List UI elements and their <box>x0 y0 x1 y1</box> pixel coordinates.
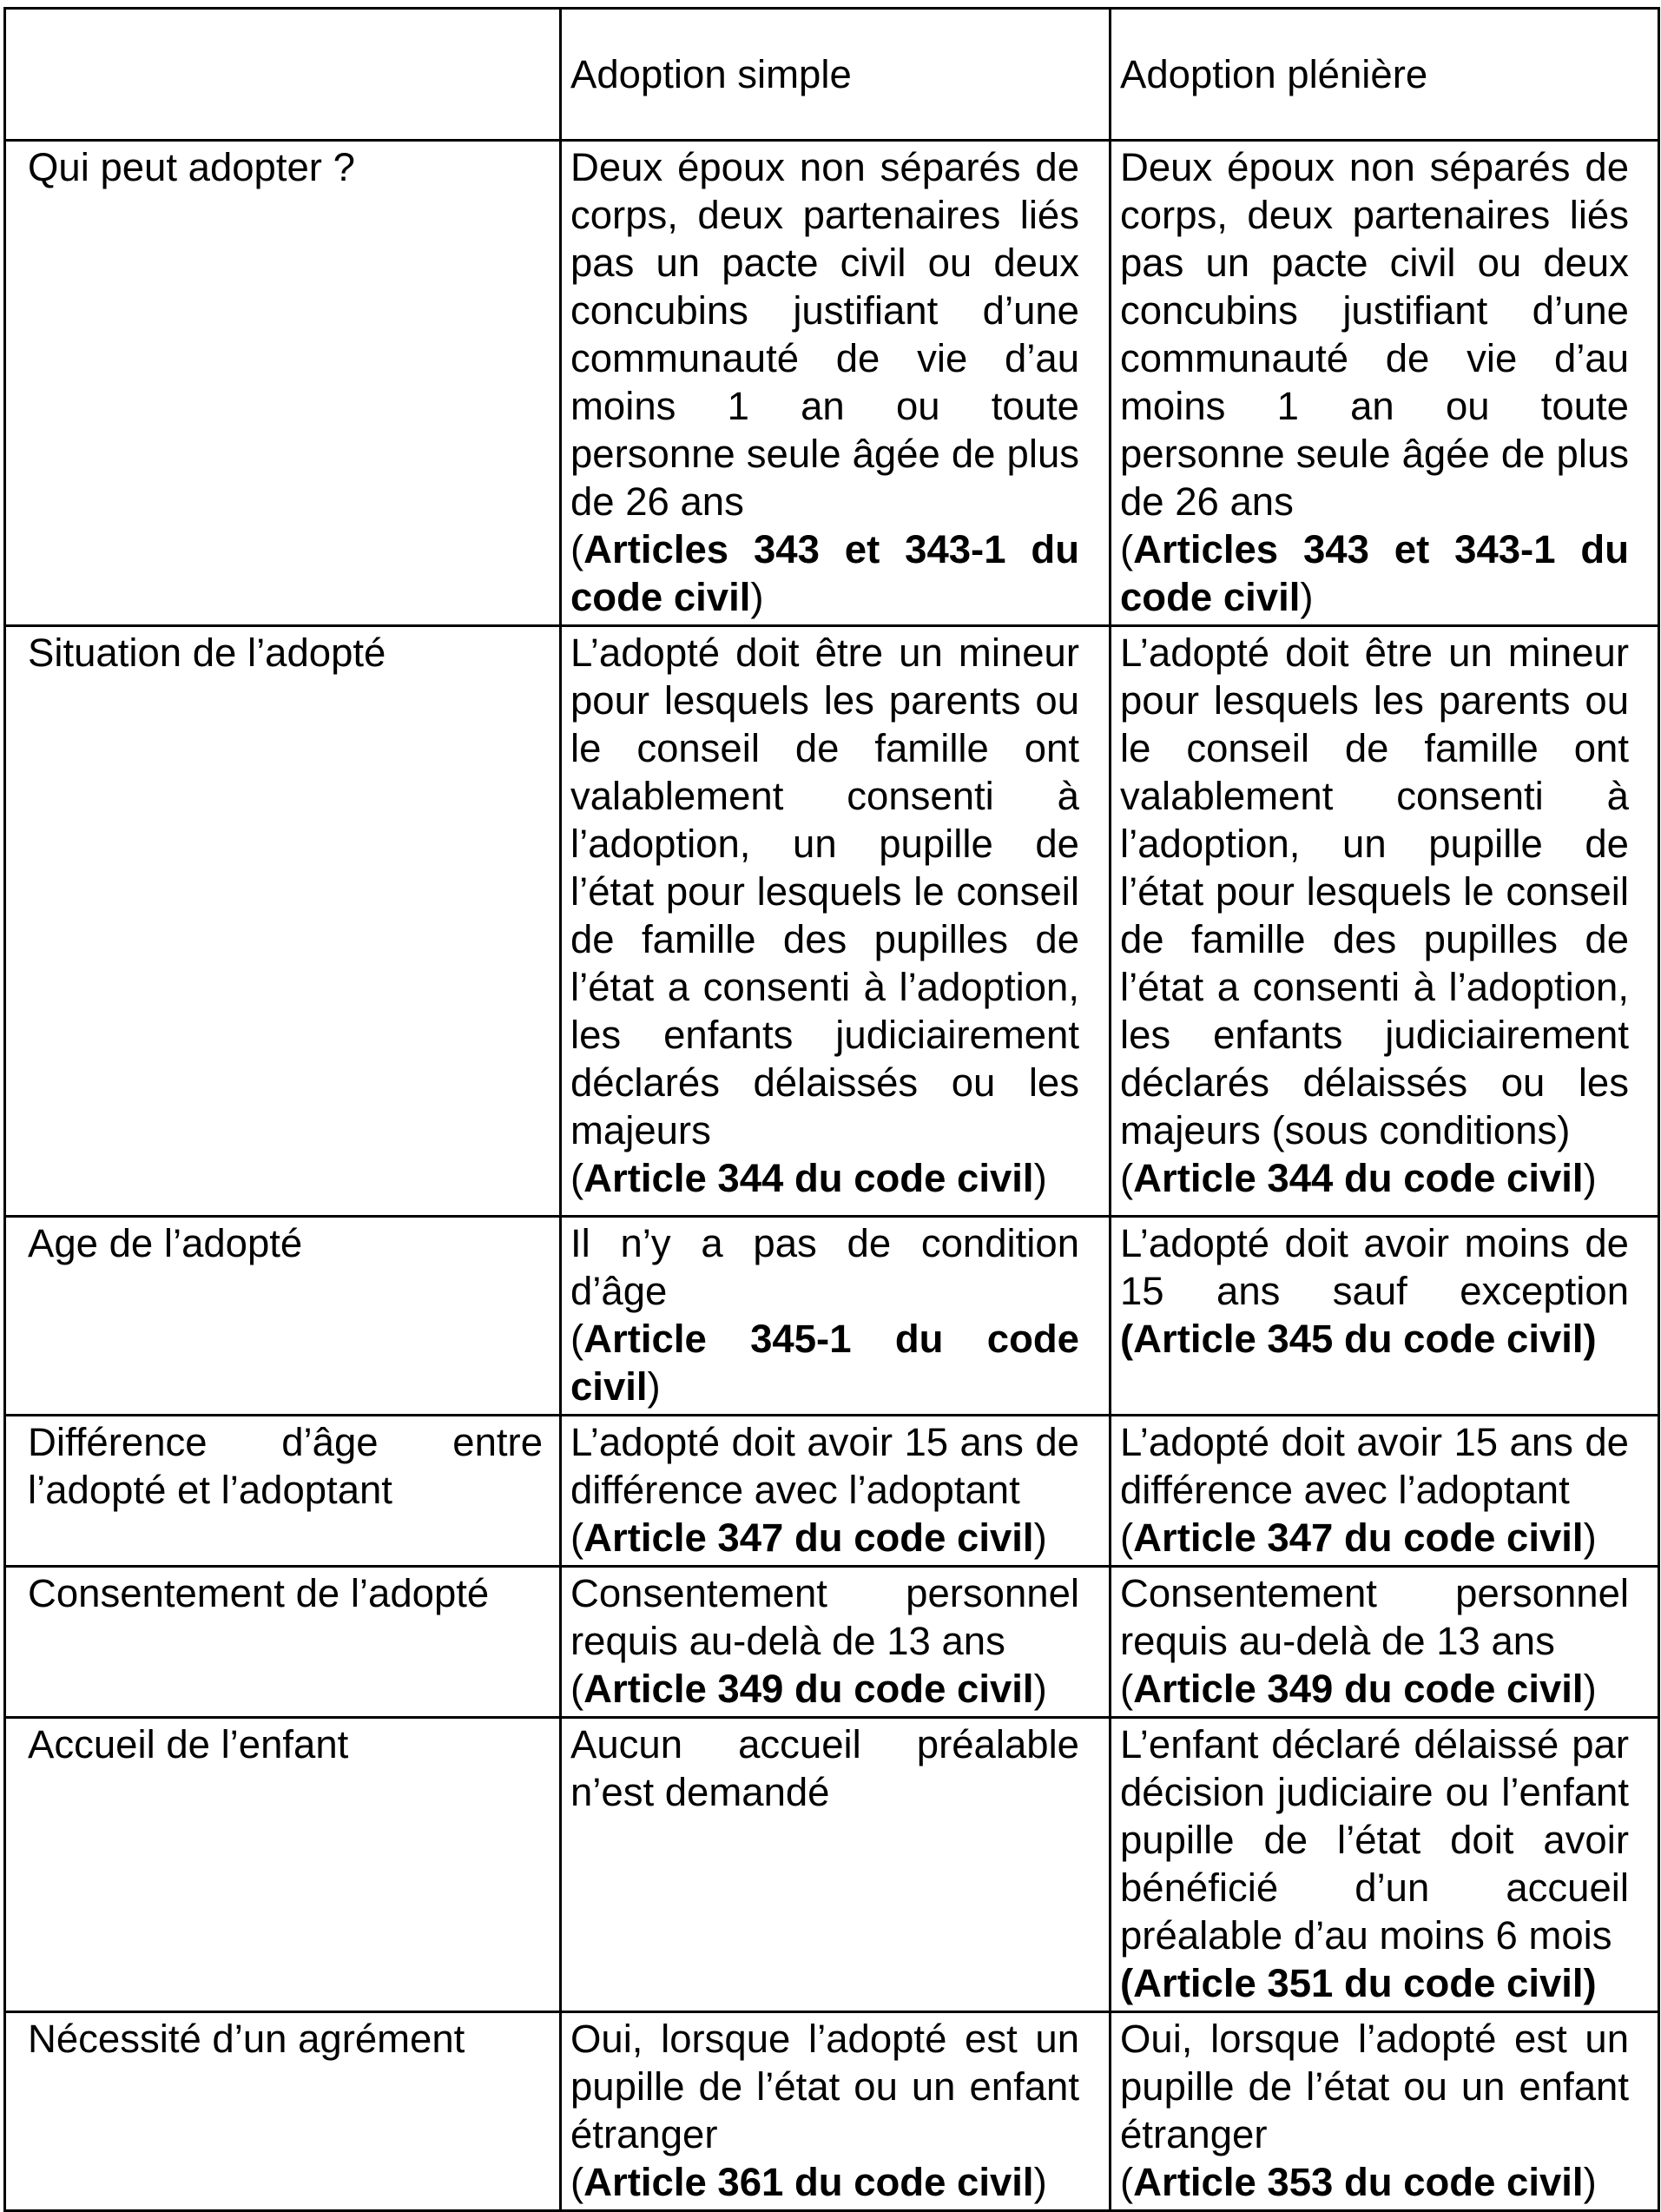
row-label-cell: Age de l’adopté <box>5 1217 561 1416</box>
corner-cell <box>5 9 561 141</box>
document-page <box>0 7 1661 2212</box>
header-row <box>5 9 1659 141</box>
adoption-simple-cell: L’adopté doit être un mineur pour lesquels les parents ou le conseil de famille ont valablement consenti à l’adoption, un pupille de l’état pour lesquels le conseil de famille des pupilles de l’état a consenti à l’adoption, les enfants judiciairement déclarés délaissés ou les majeurs (Article 344 du code civil) <box>561 626 1111 1217</box>
article-reference: Articles 343 et 343-1 du code civil <box>570 527 1079 619</box>
article-reference: Article 361 du code civil <box>583 2160 1034 2204</box>
column-header-adoption-pleniere: Adoption plénière <box>1111 9 1659 141</box>
article-reference: Article 353 du code civil <box>1133 2160 1584 2204</box>
adoption-pleniere-cell: L’adopté doit avoir 15 ans de différence avec l’adoptant (Article 347 du code civil) <box>1111 1416 1659 1567</box>
adoption-simple-cell: L’adopté doit avoir 15 ans de différence avec l’adoptant (Article 347 du code civil) <box>561 1416 1111 1567</box>
adoption-simple-cell: Aucun accueil préalable n’est demandé <box>561 1718 1111 2012</box>
article-reference: Articles 343 et 343-1 du code civil <box>1120 527 1629 619</box>
article-reference: Article 349 du code civil <box>1133 1667 1584 1711</box>
column-header-adoption-simple: Adoption simple <box>561 9 1111 141</box>
table-row <box>5 1416 1659 1567</box>
row-label-cell: Consentement de l’adopté <box>5 1567 561 1718</box>
article-reference: (Article 351 du code civil) <box>1120 1961 1597 2005</box>
adoption-pleniere-cell: Consentement personnel requis au-delà de 13 ans (Article 349 du code civil) <box>1111 1567 1659 1718</box>
adoption-simple-cell: Il n’y a pas de condition d’âge (Article 345-1 du code civil) <box>561 1217 1111 1416</box>
article-reference: Article 347 du code civil <box>1133 1515 1584 1560</box>
table-row <box>5 1217 1659 1416</box>
article-reference: Article 347 du code civil <box>583 1515 1034 1560</box>
article-reference: (Article 345 du code civil) <box>1120 1317 1597 1361</box>
row-label-cell: Nécessité d’un agrément <box>5 2012 561 2211</box>
adoption-simple-cell: Deux époux non séparés de corps, deux partenaires liés pas un pacte civil ou deux concubins justifiant d’une communauté de vie d’au moins 1 an ou toute personne seule âgée de plus de 26 ans (Articles 343 et 343-1 du code civil) <box>561 141 1111 626</box>
row-label-cell: Situation de l’adopté <box>5 626 561 1217</box>
table-row <box>5 1567 1659 1718</box>
row-label-cell: Qui peut adopter ? <box>5 141 561 626</box>
article-reference: Article 344 du code civil <box>583 1156 1034 1200</box>
table-row <box>5 626 1659 1217</box>
article-reference: Article 344 du code civil <box>1133 1156 1584 1200</box>
table-row <box>5 141 1659 626</box>
row-label-cell: Accueil de l’enfant <box>5 1718 561 2012</box>
row-label-cell: Différence d’âge entre l’adopté et l’adoptant <box>5 1416 561 1567</box>
table-row <box>5 1718 1659 2012</box>
adoption-pleniere-cell: L’adopté doit avoir moins de 15 ans sauf exception (Article 345 du code civil) <box>1111 1217 1659 1416</box>
article-reference: Article 345-1 du code civil <box>570 1317 1079 1409</box>
table-row <box>5 2012 1659 2211</box>
adoption-pleniere-cell: L’adopté doit être un mineur pour lesquels les parents ou le conseil de famille ont valablement consenti à l’adoption, un pupille de l’état pour lesquels le conseil de famille des pupilles de l’état a consenti à l’adoption, les enfants judiciairement déclarés délaissés ou les majeurs (sous conditions) (Article 344 du code civil) <box>1111 626 1659 1217</box>
article-reference: Article 349 du code civil <box>583 1667 1034 1711</box>
adoption-pleniere-cell: Deux époux non séparés de corps, deux partenaires liés pas un pacte civil ou deux concubins justifiant d’une communauté de vie d’au moins 1 an ou toute personne seule âgée de plus de 26 ans (Articles 343 et 343-1 du code civil) <box>1111 141 1659 626</box>
adoption-comparison-table <box>3 7 1660 2212</box>
adoption-pleniere-cell: Oui, lorsque l’adopté est un pupille de l’état ou un enfant étranger (Article 353 du code civil) <box>1111 2012 1659 2211</box>
adoption-pleniere-cell: L’enfant déclaré délaissé par décision judiciaire ou l’enfant pupille de l’état doit avoir bénéficié d’un accueil préalable d’au moins 6 mois (Article 351 du code civil) <box>1111 1718 1659 2012</box>
adoption-simple-cell: Oui, lorsque l’adopté est un pupille de l’état ou un enfant étranger (Article 361 du code civil) <box>561 2012 1111 2211</box>
adoption-simple-cell: Consentement personnel requis au-delà de 13 ans (Article 349 du code civil) <box>561 1567 1111 1718</box>
